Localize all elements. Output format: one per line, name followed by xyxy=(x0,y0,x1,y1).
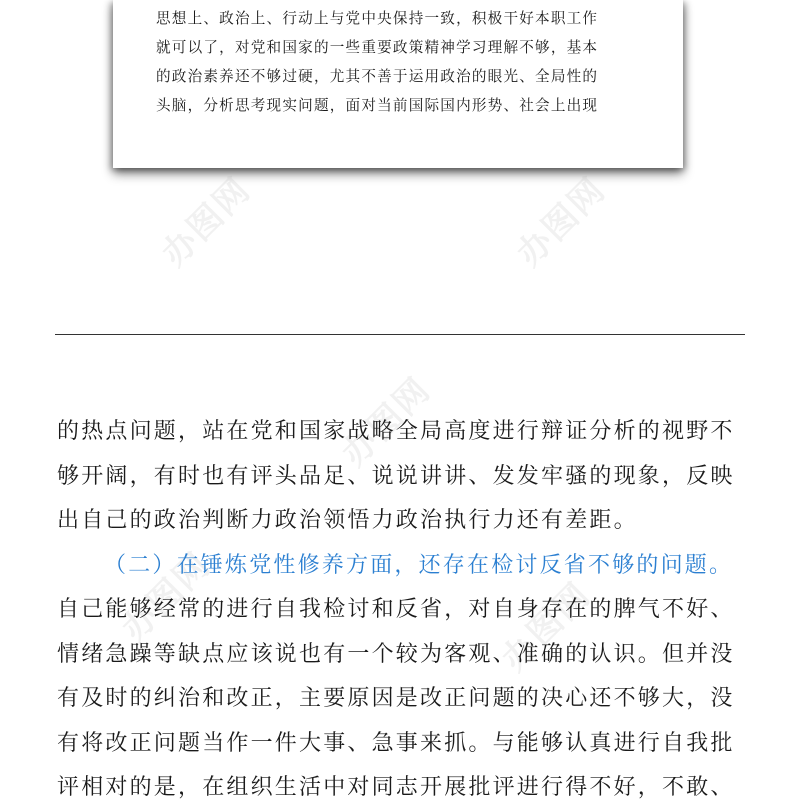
paragraph-line: 有将改正问题当作一件大事、急事来抓。与能够认真进行自我批 xyxy=(57,730,735,756)
paragraph-line: 自己能够经常的进行自我检讨和反省，对自身存在的脾气不好、 xyxy=(57,597,735,622)
preview-text-block xyxy=(156,4,651,120)
paragraph-line: 评相对的是，在组织生活中对同志开展批评进行得不好，不敢、 xyxy=(57,775,735,800)
watermark: 办图网 xyxy=(114,544,219,650)
preview-line: 的政治素养还不够过硬，尤其不善于运用政治的眼光、全局性的 xyxy=(156,68,599,85)
preview-line: 头脑，分析思考现实问题，面对当前国际国内形势、社会上出现 xyxy=(156,97,599,114)
preview-line: 就可以了，对党和国家的一些重要政策精神学习理解不够，基本 xyxy=(156,39,599,56)
watermark: 办图网 xyxy=(154,169,259,275)
section-divider xyxy=(55,334,745,335)
paragraph-line: 情绪急躁等缺点应该说也有一个较为客观、准确的认识。但并没 xyxy=(57,641,735,667)
document-page-preview xyxy=(113,0,683,168)
paragraph-line: 的热点问题，站在党和国家战略全局高度进行辩证分析的视野不 xyxy=(57,419,735,444)
section-heading: （二）在锤炼党性修养方面，还存在检讨反省不够的问题。 xyxy=(104,552,734,578)
watermark: 办图网 xyxy=(509,169,614,275)
paragraph-line: 有及时的纠治和改正，主要原因是改正问题的决心还不够大，没 xyxy=(57,686,735,711)
paragraph-line: 出自己的政治判断力政治领悟力政治执行力还有差距。 xyxy=(57,508,638,533)
document-body xyxy=(57,410,757,811)
paragraph-line: 够开阔，有时也有评头品足、说说讲讲、发发牢骚的现象，反映 xyxy=(57,463,735,489)
watermark: 办图网 xyxy=(334,369,439,475)
preview-line: 思想上、政治上、行动上与党中央保持一致，积极干好本职工作 xyxy=(156,10,599,27)
watermark: 办图网 xyxy=(494,574,599,680)
